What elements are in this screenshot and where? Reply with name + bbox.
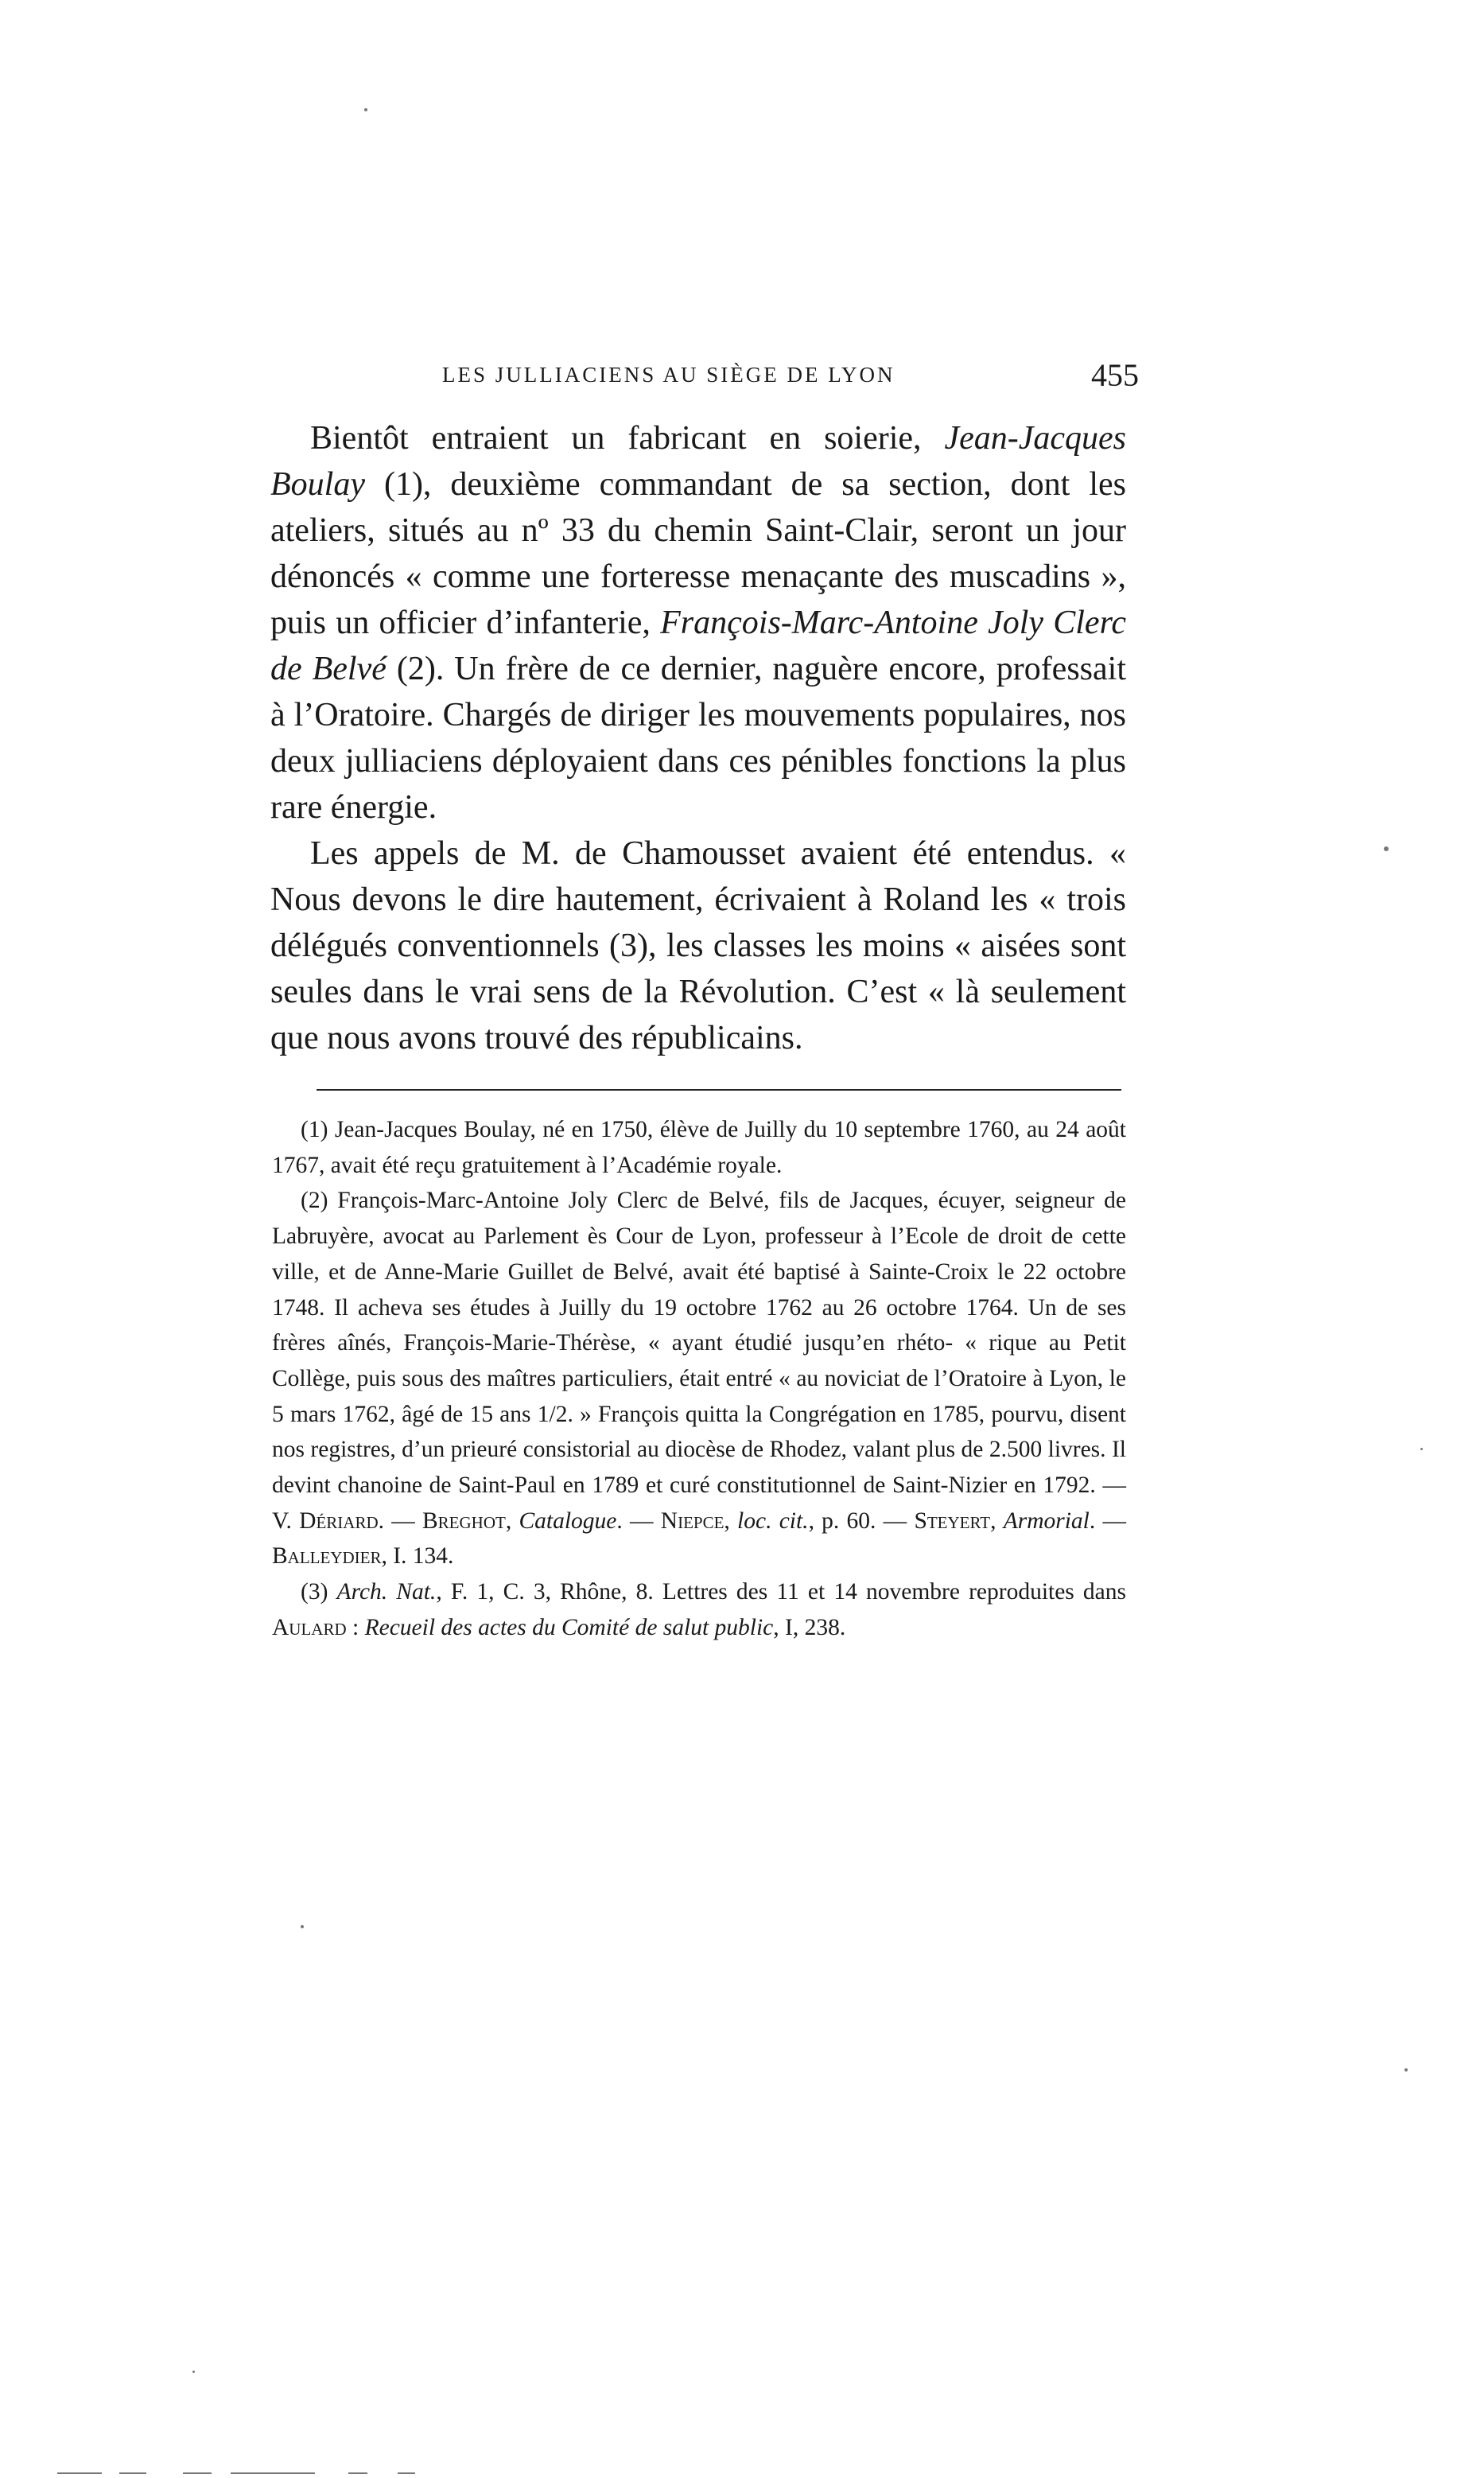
scan-speck [1384, 846, 1389, 851]
person-name-joly: François-Marc-Antoine Joly Clerc de Belvé [270, 605, 1126, 687]
footnotes [272, 1112, 1126, 1646]
scan-edge-mark [348, 2472, 367, 2474]
running-title: LES JULLIACIENS AU SIÈGE DE LYON [442, 363, 895, 387]
person-name-boulay: Jean-Jacques Boulay [270, 420, 1126, 503]
page-number: 455 [1091, 357, 1139, 393]
scan-edge-mark [398, 2472, 415, 2474]
scan-speck [192, 2371, 195, 2373]
paragraph-1: Bientôt entraient un fabricant en soierie, Jean-Jacques Boulay (1), deuxième commandant de sa section, dont les ateliers, situés au nº 33 du chemin Saint-Clair, seront un jour dénoncés « comme une forteresse menaçante des muscadins », puis un officier d’infanterie, François-Marc-Antoine Joly Clerc de Belvé (2). Un frère de ce dernier, naguère encore, professait à l’Oratoire. Chargés de diriger les mouvements populaires, nos deux julliaciens déployaient dans ces pénibles fonctions la plus rare énergie. [270, 420, 1126, 826]
footnote-3: (3) Arch. Nat., F. 1, C. 3, Rhône, 8. Lettres des 11 et 14 novembre reproduites dans Aulard : Recueil des actes du Comité de salut public, I, 238. [272, 1579, 1127, 1640]
main-text [270, 415, 1126, 1061]
scan-speck [364, 108, 367, 111]
paragraph-2: Les appels de M. de Chamousset avaient été entendus. « Nous devons le dire hautement, écrivaient à Roland les « trois délégués conventionnels (3), les classes les moins « aisées sont seules dans le vrai sens de la Révolution. C’est « là seulement que nous avons trouvé des républicains. [270, 835, 1126, 1056]
scan-speck [301, 1925, 304, 1928]
scan-speck [1404, 2068, 1408, 2071]
scan-edge-mark [57, 2472, 102, 2474]
scan-edge-mark [231, 2472, 315, 2474]
scan-edge-mark [119, 2472, 146, 2474]
footnote-separator [317, 1089, 1121, 1091]
footnote-1: (1) Jean-Jacques Boulay, né en 1750, élève de Juilly du 10 septembre 1760, au 24 août 1767, avait été reçu gratuitement à l’Académie royale. [272, 1117, 1126, 1178]
scan-edge-mark [183, 2472, 212, 2474]
page-header [442, 357, 1139, 403]
scan-speck [1420, 1448, 1423, 1450]
footnote-2: (2) François-Marc-Antoine Joly Clerc de Belvé, fils de Jacques, écuyer, seigneur de Labruyère, avocat au Parlement ès Cour de Lyon, professeur à l’Ecole de droit de cette ville, et de Anne-Marie Guillet de Belvé, avait été baptisé à Sainte-Croix le 22 octobre 1748. Il acheva ses études à Juilly du 19 octobre 1762 au 26 octobre 1764. Un de ses frères aînés, François-Marie-Thérèse, « ayant étudié jusqu’en rhéto- « rique au Petit Collège, puis sous des maîtres particuliers, était entré « au noviciat de l’Oratoire à Lyon, le 5 mars 1762, âgé de 15 ans 1/2. » François quitta la Congrégation en 1785, pourvu, disent nos registres, d’un prieuré consistorial au diocèse de Rhodez, valant plus de 2.500 livres. Il devint chanoine de Saint-Paul en 1789 et curé constitutionnel de Saint-Nizier en 1792. — V. Dériard. — Breghot, Catalogue. — Niepce, loc. cit., p. 60. — Steyert, Armorial. — Balleydier, I. 134. [272, 1188, 1127, 1570]
